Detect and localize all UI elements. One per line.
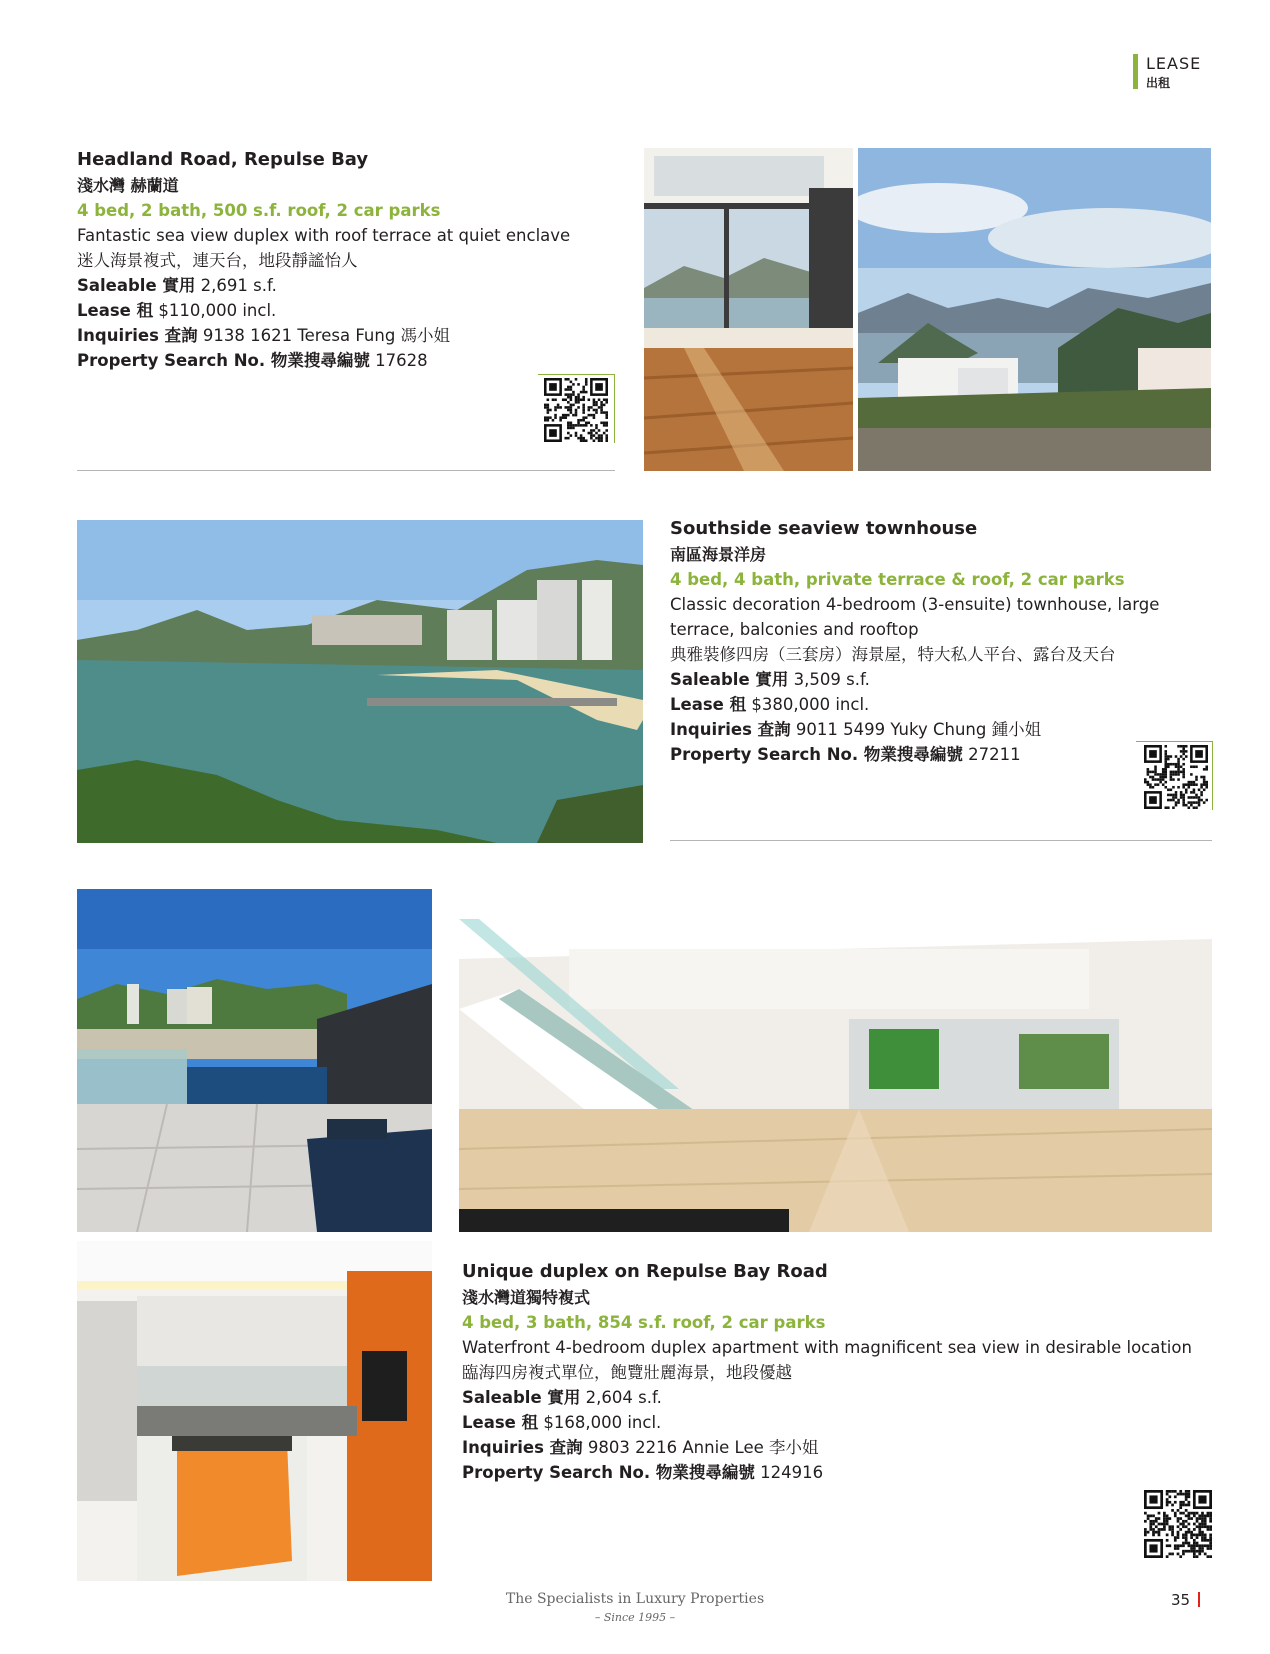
footer-since: – Since 1995 – [594,1611,676,1624]
inquiries-label: Inquiries 查詢 [462,1438,583,1457]
listing-inquiries [77,323,617,348]
listing-lease [670,692,1210,717]
listing-headland-road [77,147,617,373]
section-accent-bar [1133,54,1138,89]
listing-description-zh: 迷人海景複式，連天台，地段靜謐怡人 [77,251,358,270]
inquiries-value: 9803 2216 Annie Lee 李小姐 [582,1438,819,1457]
divider [670,840,1212,841]
listing-saleable [462,1385,1222,1410]
inquiries-label: Inquiries 查詢 [77,326,198,345]
listing-description: Fantastic sea view duplex with roof terrace at quiet enclave [77,226,571,245]
listing-title-zh: 南區海景洋房 [670,545,767,564]
photo-roof-terrace [77,889,432,1232]
listing-search-no [670,742,1210,767]
search-label: Property Search No. 物業搜尋編號 [462,1463,755,1482]
listing-title-zh: 淺水灣道獨特複式 [462,1288,591,1307]
listing-description: terrace, balconies and rooftop [670,620,919,639]
listing-saleable [670,667,1210,692]
listing-spec: 4 bed, 4 bath, private terrace & roof, 2 car parks [670,570,1125,589]
search-label: Property Search No. 物業搜尋編號 [670,745,963,764]
qr-code-icon[interactable] [1144,1490,1212,1558]
listing-saleable [77,273,617,298]
saleable-value: 2,691 s.f. [195,276,277,295]
listing-description: Waterfront 4-bedroom duplex apartment with magnificent sea view in desirable location [462,1338,1192,1357]
saleable-value: 3,509 s.f. [788,670,870,689]
search-label: Property Search No. 物業搜尋編號 [77,351,370,370]
search-value: 124916 [754,1463,824,1482]
page-number: 35 [1171,1591,1191,1609]
photo-living-room [459,889,1212,1232]
saleable-label: Saleable 實用 [670,670,789,689]
lease-value: $168,000 incl. [538,1413,662,1432]
saleable-value: 2,604 s.f. [580,1388,662,1407]
lease-label: Lease 租 [462,1413,539,1432]
listing-inquiries [462,1435,1222,1460]
listing-description: Classic decoration 4-bedroom (3-ensuite) townhouse, large [670,595,1160,614]
lease-label: Lease 租 [77,301,154,320]
listing-southside-townhouse [670,516,1210,767]
listing-spec: 4 bed, 2 bath, 500 s.f. roof, 2 car parks [77,201,441,220]
listing-inquiries [670,717,1210,742]
search-value: 27211 [962,745,1021,764]
listing-search-no [462,1460,1222,1485]
qr-code-icon[interactable] [1144,745,1208,809]
lease-value: $380,000 incl. [746,695,870,714]
listing-title-zh: 淺水灣 赫蘭道 [77,176,179,195]
section-label: LEASE [1146,54,1202,73]
saleable-label: Saleable 實用 [462,1388,581,1407]
section-label-zh: 出租 [1146,76,1171,90]
lease-value: $110,000 incl. [153,301,277,320]
page-number-marker [1198,1592,1200,1607]
divider [77,470,615,471]
photo-bay-panorama [77,520,643,843]
listing-spec: 4 bed, 3 bath, 854 s.f. roof, 2 car parks [462,1313,826,1332]
photo-duplex-interior [644,148,853,471]
listing-title: Headland Road, Repulse Bay [77,149,369,170]
listing-lease [77,298,617,323]
listing-unique-duplex [462,1259,1222,1485]
search-value: 17628 [369,351,428,370]
listing-title: Unique duplex on Repulse Bay Road [462,1261,828,1282]
inquiries-value: 9011 5499 Yuky Chung 鍾小姐 [790,720,1042,739]
listing-title: Southside seaview townhouse [670,518,978,539]
photo-sea-view [858,148,1211,471]
listing-search-no [77,348,617,373]
listing-lease [462,1410,1222,1435]
inquiries-label: Inquiries 查詢 [670,720,791,739]
inquiries-value: 9138 1621 Teresa Fung 馮小姐 [197,326,451,345]
lease-label: Lease 租 [670,695,747,714]
listing-description-zh: 典雅裝修四房（三套房）海景屋，特大私人平台、露台及天台 [670,645,1116,664]
footer-tagline: The Specialists in Luxury Properties [505,1591,765,1607]
saleable-label: Saleable 實用 [77,276,196,295]
photo-kitchen [77,1241,432,1581]
qr-code-icon[interactable] [544,378,608,442]
listing-description-zh: 臨海四房複式單位，飽覽壯麗海景，地段優越 [462,1363,792,1382]
